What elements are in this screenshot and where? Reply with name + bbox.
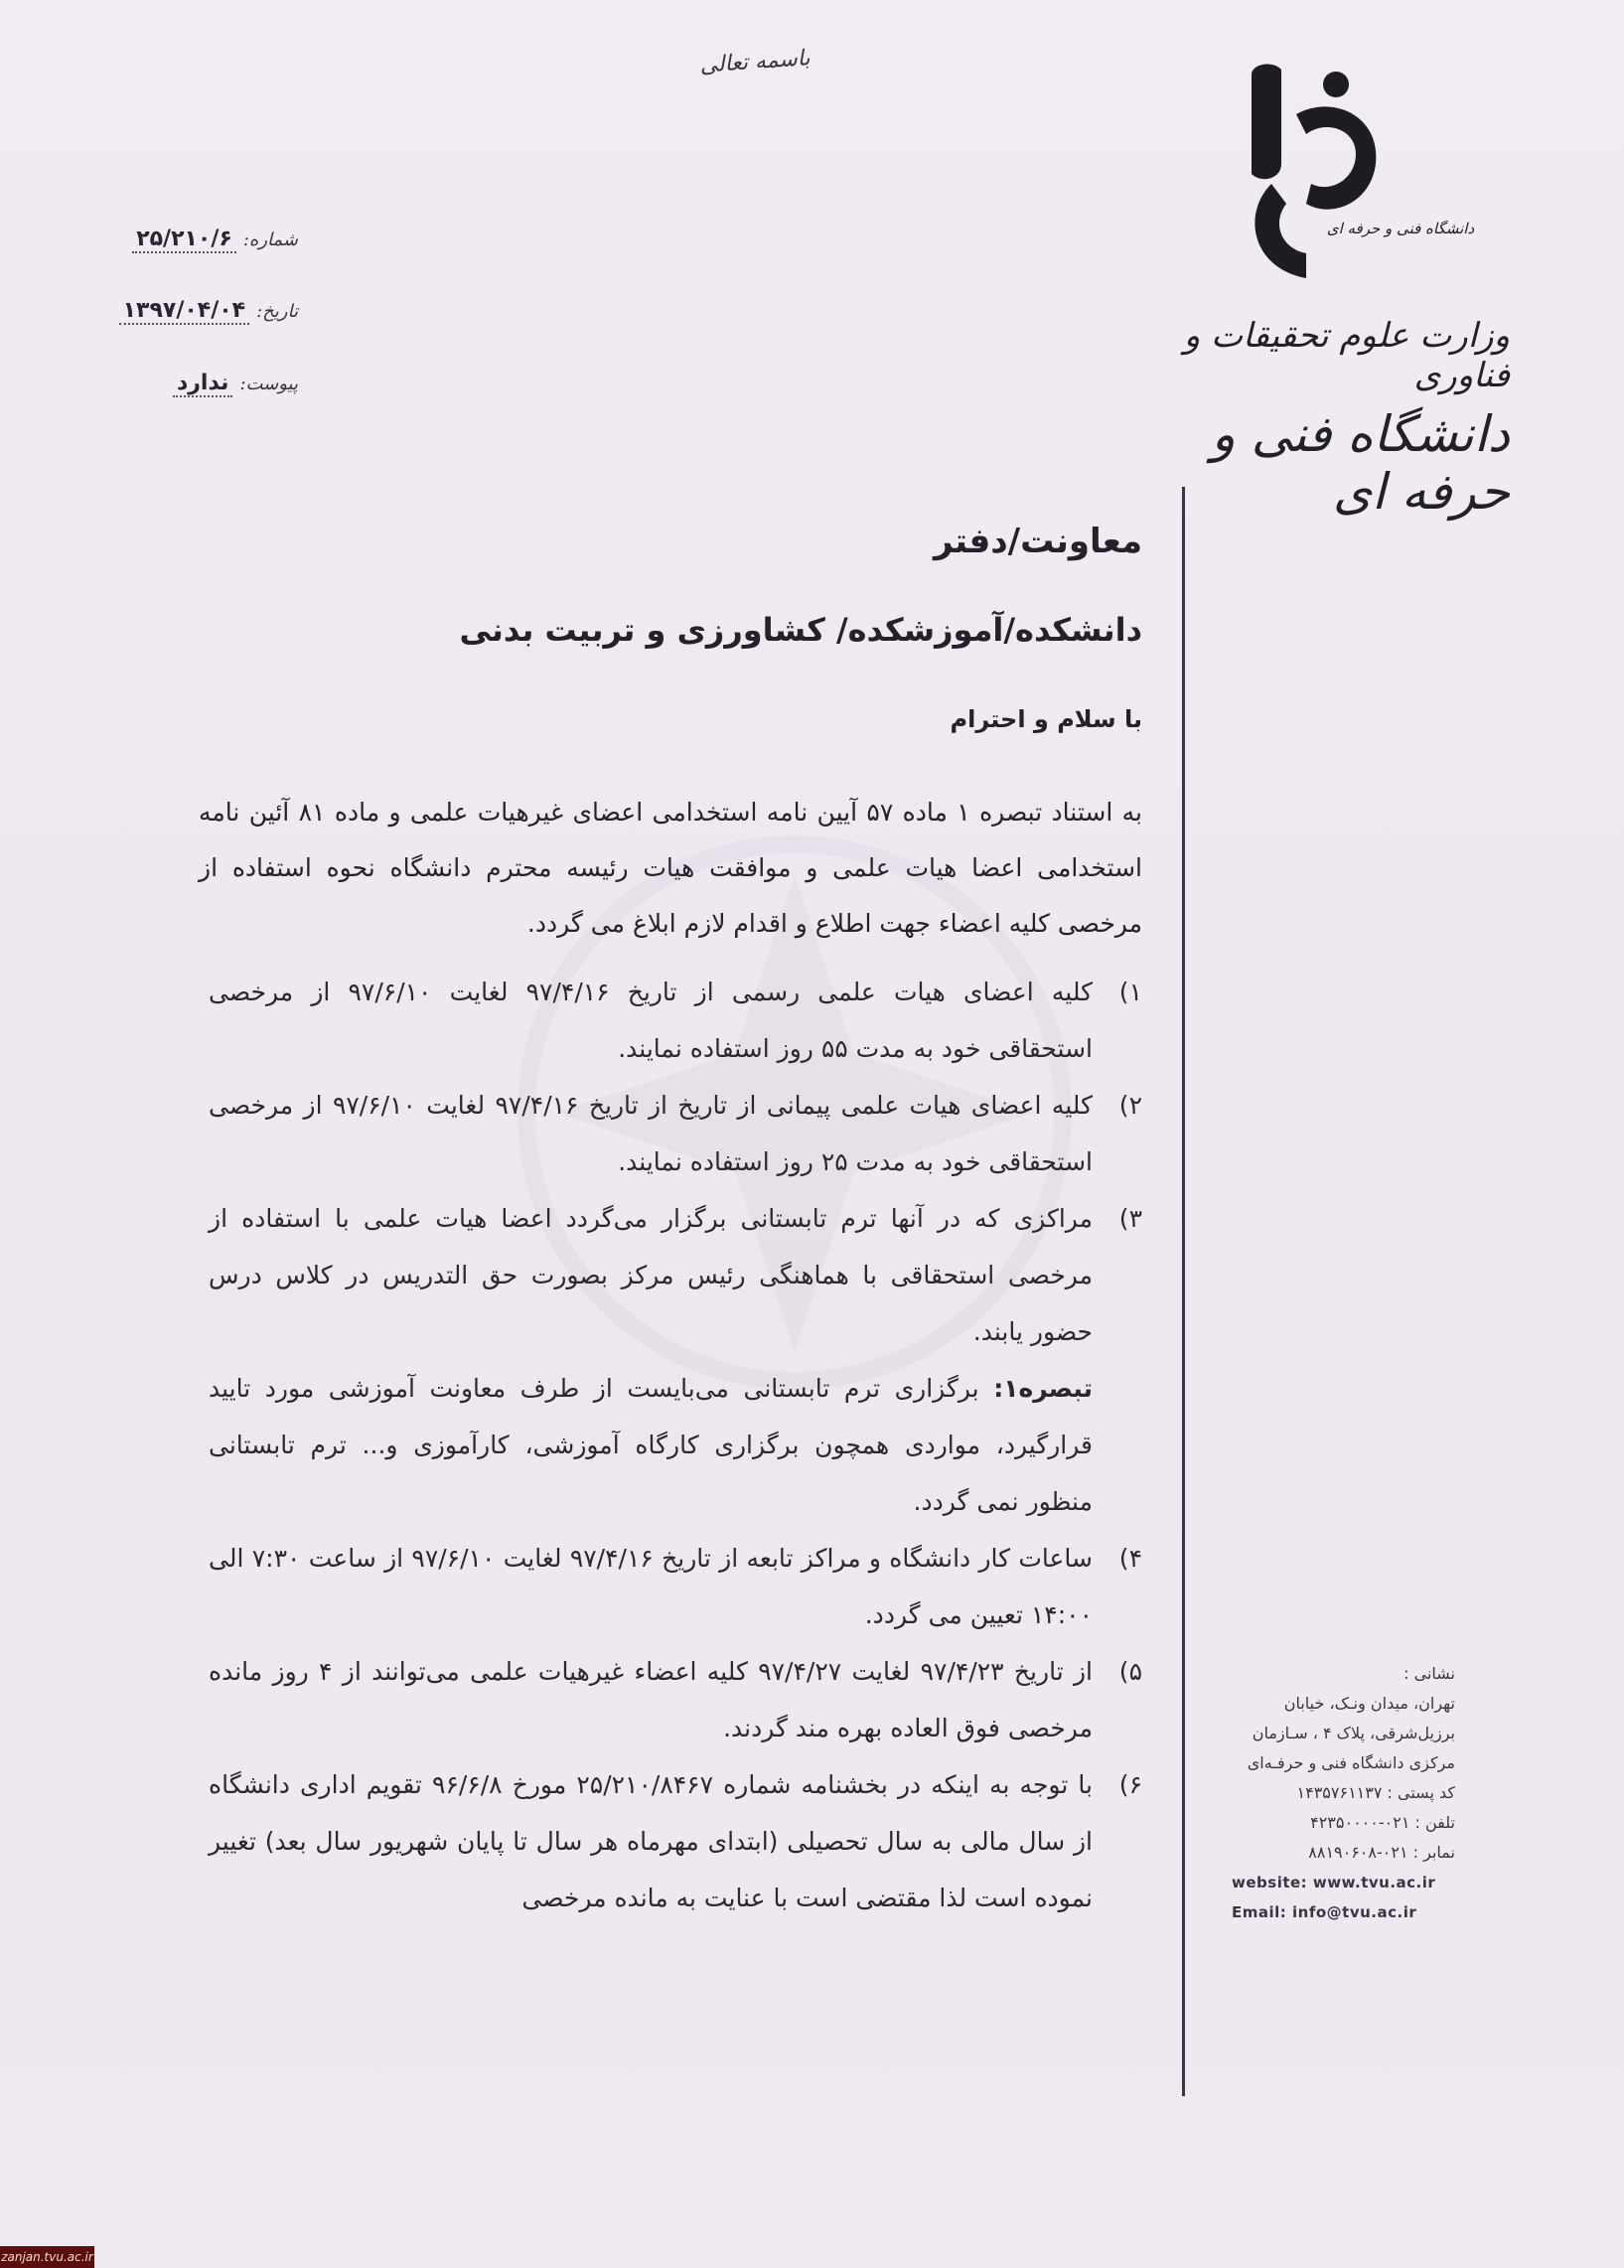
item-number: ۶) bbox=[1118, 1770, 1142, 1799]
invocation: باسمه تعالی bbox=[698, 46, 812, 78]
intro-paragraph: به استناد تبصره ۱ ماده ۵۷ آیین نامه استخدامی اعضای غیرهیات علمی و ماده ۸۱ آئین نامه استخدامی اعضا هیات علمی و موافقت هیات رئیسه محترم دانشگاه نحوه استفاده از مرخصی کلیه اعضاء جهت اطلاع و اقدام لازم ابلاغ می گردد. bbox=[199, 798, 1142, 938]
note-text: برگزاری ترم تابستانی می‌بایست از طرف معاونت آموزشی مورد تایید قرارگیرد، مواردی همچون برگزاری کارگاه آموزشی، کارآموزی و... ترم تابستانی منظور نمی گردد. bbox=[209, 1374, 1093, 1516]
list-item bbox=[209, 1190, 1142, 1360]
letter-number bbox=[70, 227, 298, 251]
list-item bbox=[209, 964, 1142, 1077]
date-label: تاریخ: bbox=[256, 301, 298, 322]
date-value: ۱۳۹۷/۰۴/۰۴ bbox=[119, 298, 250, 325]
recipient-line-1: معاونت/دفتر bbox=[933, 522, 1142, 561]
email-link[interactable]: Email: info@tvu.ac.ir bbox=[1232, 1903, 1417, 1921]
list-item bbox=[209, 1756, 1142, 1926]
item-number: ۱) bbox=[1118, 978, 1142, 1006]
note-label: تبصره۱: bbox=[993, 1374, 1093, 1403]
address-line: برزیل‌شرقی، پلاک ۴ ، سـازمان bbox=[1252, 1724, 1455, 1742]
address-block bbox=[1232, 1659, 1455, 1927]
margin-divider bbox=[1182, 487, 1185, 2096]
item-text: کلیه اعضای هیات علمی پیمانی از تاریخ از تاریخ ۹۷/۴/۱۶ لغایت ۹۷/۶/۱۰ از مرخصی استحقاقی خود به مدت ۲۵ روز استفاده نمایند. bbox=[209, 1091, 1093, 1176]
greeting: با سلام و احترام bbox=[950, 705, 1142, 733]
logo-caption: دانشگاه فنی و حرفه ای bbox=[1326, 220, 1475, 237]
recipient-line-2: دانشکده/آموزشکده/ کشاورزی و تربیت بدنی bbox=[459, 611, 1142, 649]
number-value: ۲۵/۲۱۰/۶ bbox=[132, 227, 236, 253]
attachment-value: ندارد bbox=[173, 371, 232, 397]
list-item bbox=[209, 1643, 1142, 1756]
item-text: ساعات کار دانشگاه و مراکز تابعه از تاریخ ۹۷/۴/۱۶ لغایت ۹۷/۶/۱۰ از ساعت ۷:۳۰ الی ۱۴:۰۰ تعیین می گردد. bbox=[209, 1544, 1093, 1629]
list-item bbox=[209, 1077, 1142, 1190]
address-label: نشانی : bbox=[1403, 1664, 1455, 1683]
item-text: با توجه به اینکه در بخشنامه شماره ۲۵/۲۱۰/۸۴۶۷ مورخ ۹۶/۶/۸ تقویم اداری دانشگاه از سال مالی به سال تحصیلی (ابتدای مهرماه هر سال تا پایان شهریور سال بعد) تغییر نموده است لذا مقتضی است با عنایت به مانده مرخصی bbox=[209, 1770, 1093, 1912]
item-number: ۲) bbox=[1118, 1091, 1142, 1120]
address-line: مرکزی دانشگاه فنی و حرفـه‌ای bbox=[1247, 1753, 1455, 1772]
item-text: کلیه اعضای هیات علمی رسمی از تاریخ ۹۷/۴/۱۶ لغایت ۹۷/۶/۱۰ از مرخصی استحقاقی خود به مدت ۵۵ روز استفاده نمایند. bbox=[209, 978, 1093, 1063]
item-text: مراکزی که در آنها ترم تابستانی برگزار می‌گردد اعضا هیات علمی با استفاده از مرخصی استحقاقی با هماهنگی رئیس مرکز بصورت حق التدریس در کلاس درس حضور یابند. bbox=[209, 1204, 1093, 1346]
ministry-title: وزارت علوم تحقیقات و فناوری bbox=[1183, 316, 1510, 395]
website-link[interactable]: website: www.tvu.ac.ir bbox=[1232, 1874, 1436, 1891]
letter-attachment bbox=[70, 371, 298, 395]
number-label: شماره: bbox=[242, 229, 298, 250]
item-number: ۳) bbox=[1118, 1204, 1142, 1233]
letter-date bbox=[70, 298, 298, 323]
university-logo bbox=[1212, 55, 1475, 303]
note-paragraph bbox=[209, 1360, 1142, 1530]
item-number: ۴) bbox=[1118, 1544, 1142, 1573]
attachment-label: پیوست: bbox=[239, 374, 298, 394]
postal-code: کد پستی : ۱۴۳۵۷۶۱۱۳۷ bbox=[1296, 1783, 1455, 1802]
address-line: تهران، میدان ونـک، خیابان bbox=[1283, 1694, 1455, 1713]
university-title: دانشگاه فنی و حرفه ای bbox=[1211, 405, 1510, 521]
item-number: ۵) bbox=[1118, 1657, 1142, 1686]
item-text: از تاریخ ۹۷/۴/۲۳ لغایت ۹۷/۴/۲۷ کلیه اعضاء غیرهیات علمی می‌توانند از ۴ روز مانده مرخصی فوق العاده بهره مند گردند. bbox=[209, 1657, 1094, 1742]
site-badge: zanjan.tvu.ac.ir bbox=[0, 2246, 94, 2268]
phone-number: تلفن : ۰۲۱-۴۲۳۵۰۰۰۰ bbox=[1310, 1813, 1455, 1832]
list-item bbox=[209, 1530, 1142, 1643]
fax-number: نمابر : ۰۲۱-۸۸۱۹۰۶۰۸ bbox=[1308, 1843, 1455, 1862]
item-list bbox=[209, 964, 1142, 1926]
